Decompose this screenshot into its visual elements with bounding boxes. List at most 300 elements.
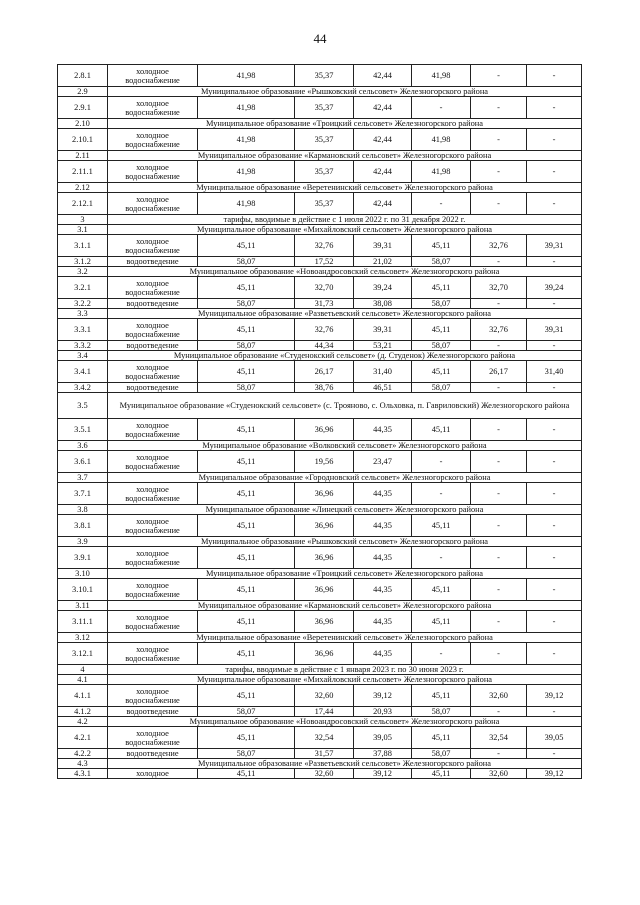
tariff-value: 31,40 xyxy=(354,361,412,383)
service-name: холодное водоснабжение xyxy=(108,727,198,749)
tariff-value: 36,96 xyxy=(295,483,354,505)
tariff-value: 44,35 xyxy=(354,483,412,505)
tariff-value: 32,60 xyxy=(471,769,527,779)
tariff-value: 32,54 xyxy=(471,727,527,749)
tariff-value: - xyxy=(527,547,582,569)
service-name: холодное водоснабжение xyxy=(108,235,198,257)
tariff-value: 38,76 xyxy=(295,383,354,393)
tariff-value: 36,96 xyxy=(295,611,354,633)
tariff-value: 45,11 xyxy=(198,451,295,473)
tariff-value: 45,11 xyxy=(412,685,471,707)
tariff-value: - xyxy=(527,483,582,505)
tariff-table xyxy=(57,64,582,779)
row-code: 3.2.1 xyxy=(58,277,108,299)
tariff-value: 23,47 xyxy=(354,451,412,473)
tariff-value: - xyxy=(527,611,582,633)
tariff-value: - xyxy=(471,65,527,87)
tariff-value: 45,11 xyxy=(198,483,295,505)
tariff-value: - xyxy=(527,193,582,215)
section-header-row xyxy=(58,505,582,515)
row-code: 4.1.1 xyxy=(58,685,108,707)
row-code: 3.10 xyxy=(58,569,108,579)
tariff-value: 39,24 xyxy=(354,277,412,299)
section-title: тарифы, вводимые в действие с 1 июля 2022 г. по 31 декабря 2022 г. xyxy=(108,215,582,225)
tariff-value: 45,11 xyxy=(412,579,471,601)
tariff-row xyxy=(58,97,582,119)
service-name: водоотведение xyxy=(108,299,198,309)
tariff-value: 42,44 xyxy=(354,161,412,183)
tariff-row xyxy=(58,483,582,505)
tariff-value: 58,07 xyxy=(198,749,295,759)
tariff-value: 19,56 xyxy=(295,451,354,473)
section-title: Муниципальное образование «Студенокский сельсовет» (д. Студенок) Железногорского района xyxy=(108,351,582,361)
tariff-value: - xyxy=(527,707,582,717)
tariff-value: - xyxy=(527,749,582,759)
row-code: 3.4.1 xyxy=(58,361,108,383)
tariff-value: 45,11 xyxy=(198,277,295,299)
tariff-value: 35,37 xyxy=(295,97,354,119)
tariff-value: 36,96 xyxy=(295,579,354,601)
tariff-value: - xyxy=(471,129,527,151)
tariff-value: - xyxy=(527,65,582,87)
tariff-value: 58,07 xyxy=(198,299,295,309)
tariff-value: 32,76 xyxy=(471,319,527,341)
tariff-value: 45,11 xyxy=(198,547,295,569)
tariff-value: - xyxy=(527,257,582,267)
section-header-row xyxy=(58,151,582,161)
tariff-value: - xyxy=(527,299,582,309)
tariff-row xyxy=(58,193,582,215)
service-name: холодное водоснабжение xyxy=(108,193,198,215)
page-number: 44 xyxy=(313,31,327,46)
tariff-value: 39,05 xyxy=(354,727,412,749)
tariff-value: 45,11 xyxy=(412,319,471,341)
section-title: Муниципальное образование «Рышковский сельсовет» Железногорского района xyxy=(108,87,582,97)
section-title: Муниципальное образование «Линецкий сельсовет» Железногорского района xyxy=(108,505,582,515)
service-name: водоотведение xyxy=(108,257,198,267)
tariff-value: 31,73 xyxy=(295,299,354,309)
tariff-value: 32,70 xyxy=(471,277,527,299)
tariff-value: 36,96 xyxy=(295,515,354,537)
service-name: холодное водоснабжение xyxy=(108,579,198,601)
tariff-value: 35,37 xyxy=(295,161,354,183)
tariff-row xyxy=(58,129,582,151)
section-header-row xyxy=(58,569,582,579)
section-title: Муниципальное образование «Разветьевский сельсовет» Железногорского района xyxy=(108,759,582,769)
tariff-value: 58,07 xyxy=(198,257,295,267)
section-title: Муниципальное образование «Рышковский сельсовет» Железногорского района xyxy=(108,537,582,547)
service-name: холодное водоснабжение xyxy=(108,451,198,473)
service-name: водоотведение xyxy=(108,341,198,351)
tariff-row xyxy=(58,579,582,601)
row-code: 3.11.1 xyxy=(58,611,108,633)
service-name: холодное водоснабжение xyxy=(108,515,198,537)
service-name: холодное водоснабжение xyxy=(108,277,198,299)
row-code: 3.5.1 xyxy=(58,419,108,441)
service-name: водоотведение xyxy=(108,749,198,759)
tariff-table-body xyxy=(58,65,582,779)
tariff-row xyxy=(58,319,582,341)
section-header-row xyxy=(58,633,582,643)
tariff-row xyxy=(58,161,582,183)
tariff-value: 44,35 xyxy=(354,515,412,537)
tariff-value: 35,37 xyxy=(295,129,354,151)
tariff-value: 32,76 xyxy=(295,319,354,341)
service-name: холодное водоснабжение xyxy=(108,419,198,441)
row-code: 3.1 xyxy=(58,225,108,235)
tariff-value: - xyxy=(471,707,527,717)
section-header-row xyxy=(58,183,582,193)
service-name: холодное водоснабжение xyxy=(108,65,198,87)
tariff-value: 42,44 xyxy=(354,65,412,87)
tariff-value: - xyxy=(412,483,471,505)
row-code: 2.11.1 xyxy=(58,161,108,183)
section-title: Муниципальное образование «Новоандросовский сельсовет» Железногорского района xyxy=(108,717,582,727)
tariff-value: 41,98 xyxy=(198,97,295,119)
tariff-value: - xyxy=(527,97,582,119)
tariff-value: 32,76 xyxy=(471,235,527,257)
tariff-value: 45,11 xyxy=(198,769,295,779)
tariff-value: 39,12 xyxy=(527,685,582,707)
tariff-value: 20,93 xyxy=(354,707,412,717)
service-name: холодное xyxy=(108,769,198,779)
tariff-value: 26,17 xyxy=(295,361,354,383)
tariff-row xyxy=(58,361,582,383)
row-code: 2.9.1 xyxy=(58,97,108,119)
tariff-value: 39,31 xyxy=(354,235,412,257)
tariff-value: 39,31 xyxy=(527,235,582,257)
section-header-row xyxy=(58,87,582,97)
tariff-value: 44,35 xyxy=(354,611,412,633)
tariff-row xyxy=(58,749,582,759)
tariff-value: - xyxy=(412,193,471,215)
tariff-value: 44,35 xyxy=(354,579,412,601)
row-code: 3.4 xyxy=(58,351,108,361)
row-code: 3.6.1 xyxy=(58,451,108,473)
service-name: холодное водоснабжение xyxy=(108,361,198,383)
row-code: 3.11 xyxy=(58,601,108,611)
row-code: 4.2.2 xyxy=(58,749,108,759)
tariff-row xyxy=(58,727,582,749)
section-header-row xyxy=(58,351,582,361)
tariff-value: 32,60 xyxy=(471,685,527,707)
tariff-value: 26,17 xyxy=(471,361,527,383)
tariff-value: 17,44 xyxy=(295,707,354,717)
tariff-value: 45,11 xyxy=(412,611,471,633)
tariff-value: 39,12 xyxy=(527,769,582,779)
row-code: 3.10.1 xyxy=(58,579,108,601)
tariff-value: 58,07 xyxy=(198,341,295,351)
tariff-value: 32,70 xyxy=(295,277,354,299)
tariff-value: 39,31 xyxy=(527,319,582,341)
service-name: холодное водоснабжение xyxy=(108,97,198,119)
row-code: 3.2 xyxy=(58,267,108,277)
tariff-value: 45,11 xyxy=(412,727,471,749)
tariff-value: 42,44 xyxy=(354,129,412,151)
tariff-value: 41,98 xyxy=(198,193,295,215)
row-code: 3.3.1 xyxy=(58,319,108,341)
section-header-row xyxy=(58,601,582,611)
section-title: Муниципальное образование «Кармановский сельсовет» Железногорского района xyxy=(108,601,582,611)
tariff-value: - xyxy=(527,383,582,393)
section-header-row xyxy=(58,759,582,769)
tariff-value: 36,96 xyxy=(295,419,354,441)
tariff-value: 32,76 xyxy=(295,235,354,257)
section-header-row xyxy=(58,119,582,129)
row-code: 3.9 xyxy=(58,537,108,547)
tariff-value: 58,07 xyxy=(412,749,471,759)
tariff-value: 44,35 xyxy=(354,547,412,569)
row-code: 3.1.1 xyxy=(58,235,108,257)
tariff-value: 45,11 xyxy=(412,419,471,441)
service-name: холодное водоснабжение xyxy=(108,611,198,633)
section-title: Муниципальное образование «Веретенинский сельсовет» Железногорского района xyxy=(108,183,582,193)
tariff-row xyxy=(58,235,582,257)
section-title: Муниципальное образование «Разветьевский сельсовет» Железногорского района xyxy=(108,309,582,319)
tariff-value: 45,11 xyxy=(198,643,295,665)
tariff-value: - xyxy=(527,515,582,537)
tariff-value: - xyxy=(412,547,471,569)
row-code: 3.6 xyxy=(58,441,108,451)
tariff-value: 58,07 xyxy=(412,383,471,393)
row-code: 3 xyxy=(58,215,108,225)
row-code: 3.8.1 xyxy=(58,515,108,537)
tariff-row xyxy=(58,451,582,473)
service-name: холодное водоснабжение xyxy=(108,161,198,183)
tariff-value: 44,35 xyxy=(354,419,412,441)
tariff-row xyxy=(58,643,582,665)
tariff-value: 45,11 xyxy=(412,769,471,779)
tariff-value: - xyxy=(471,419,527,441)
tariff-value: 41,98 xyxy=(198,129,295,151)
tariff-row xyxy=(58,257,582,267)
tariff-value: 39,24 xyxy=(527,277,582,299)
tariff-value: - xyxy=(527,451,582,473)
tariff-row xyxy=(58,341,582,351)
tariff-row xyxy=(58,383,582,393)
tariff-value: - xyxy=(527,341,582,351)
tariff-value: - xyxy=(471,515,527,537)
tariff-value: - xyxy=(471,161,527,183)
tariff-value: 36,96 xyxy=(295,547,354,569)
row-code: 2.12.1 xyxy=(58,193,108,215)
service-name: водоотведение xyxy=(108,383,198,393)
tariff-value: 45,11 xyxy=(198,319,295,341)
tariff-value: 42,44 xyxy=(354,97,412,119)
row-code: 2.10 xyxy=(58,119,108,129)
section-header-row xyxy=(58,393,582,419)
tariff-value: 37,88 xyxy=(354,749,412,759)
tariff-value: 45,11 xyxy=(412,361,471,383)
row-code: 3.3.2 xyxy=(58,341,108,351)
service-name: холодное водоснабжение xyxy=(108,547,198,569)
row-code: 3.7 xyxy=(58,473,108,483)
tariff-value: - xyxy=(471,611,527,633)
row-code: 3.12 xyxy=(58,633,108,643)
service-name: холодное водоснабжение xyxy=(108,685,198,707)
tariff-value: 39,05 xyxy=(527,727,582,749)
tariff-value: - xyxy=(412,643,471,665)
section-title: Муниципальное образование «Студенокский сельсовет» (с. Трояново, с. Ольховка, п. Гавриловский) Железногорского района xyxy=(108,393,582,419)
section-title: Муниципальное образование «Михайловский сельсовет» Железногорского района xyxy=(108,225,582,235)
section-header-row xyxy=(58,215,582,225)
tariff-value: 45,11 xyxy=(412,515,471,537)
row-code: 2.11 xyxy=(58,151,108,161)
tariff-value: 45,11 xyxy=(198,235,295,257)
tariff-value: 44,34 xyxy=(295,341,354,351)
tariff-value: - xyxy=(471,547,527,569)
tariff-value: 35,37 xyxy=(295,65,354,87)
tariff-value: - xyxy=(471,257,527,267)
tariff-value: 17,52 xyxy=(295,257,354,267)
tariff-row xyxy=(58,611,582,633)
section-header-row xyxy=(58,267,582,277)
row-code: 3.1.2 xyxy=(58,257,108,267)
tariff-value: 31,57 xyxy=(295,749,354,759)
tariff-value: 39,12 xyxy=(354,685,412,707)
tariff-value: - xyxy=(471,341,527,351)
service-name: холодное водоснабжение xyxy=(108,319,198,341)
row-code: 4 xyxy=(58,665,108,675)
tariff-value: 41,98 xyxy=(198,65,295,87)
service-name: холодное водоснабжение xyxy=(108,483,198,505)
tariff-row xyxy=(58,769,582,779)
tariff-value: - xyxy=(471,749,527,759)
tariff-value: - xyxy=(471,193,527,215)
row-code: 3.8 xyxy=(58,505,108,515)
tariff-value: 32,54 xyxy=(295,727,354,749)
tariff-value: 39,31 xyxy=(354,319,412,341)
row-code: 4.3.1 xyxy=(58,769,108,779)
section-title: Муниципальное образование «Кармановский сельсовет» Железногорского района xyxy=(108,151,582,161)
tariff-value: 58,07 xyxy=(412,341,471,351)
tariff-value: 45,11 xyxy=(412,277,471,299)
tariff-value: 32,60 xyxy=(295,685,354,707)
section-title: Муниципальное образование «Новоандросовский сельсовет» Железногорского района xyxy=(108,267,582,277)
row-code: 4.3 xyxy=(58,759,108,769)
row-code: 2.12 xyxy=(58,183,108,193)
section-header-row xyxy=(58,665,582,675)
row-code: 3.2.2 xyxy=(58,299,108,309)
tariff-row xyxy=(58,299,582,309)
tariff-value: 41,98 xyxy=(412,161,471,183)
tariff-value: - xyxy=(471,383,527,393)
row-code: 4.1 xyxy=(58,675,108,685)
row-code: 4.2 xyxy=(58,717,108,727)
tariff-value: 45,11 xyxy=(198,419,295,441)
tariff-value: - xyxy=(527,419,582,441)
tariff-value: - xyxy=(471,579,527,601)
tariff-value: - xyxy=(471,483,527,505)
tariff-value: 45,11 xyxy=(198,515,295,537)
tariff-value: - xyxy=(412,97,471,119)
section-header-row xyxy=(58,675,582,685)
section-header-row xyxy=(58,225,582,235)
row-code: 3.3 xyxy=(58,309,108,319)
tariff-value: 35,37 xyxy=(295,193,354,215)
section-title: Муниципальное образование «Михайловский сельсовет» Железногорского района xyxy=(108,675,582,685)
tariff-value: 58,07 xyxy=(412,707,471,717)
tariff-row xyxy=(58,685,582,707)
section-title: Муниципальное образование «Троицкий сельсовет» Железногорского района xyxy=(108,569,582,579)
service-name: холодное водоснабжение xyxy=(108,643,198,665)
tariff-value: 46,51 xyxy=(354,383,412,393)
row-code: 3.7.1 xyxy=(58,483,108,505)
row-code: 3.4.2 xyxy=(58,383,108,393)
section-header-row xyxy=(58,309,582,319)
tariff-value: 38,08 xyxy=(354,299,412,309)
tariff-value: - xyxy=(412,451,471,473)
tariff-value: - xyxy=(471,451,527,473)
tariff-value: 41,98 xyxy=(412,129,471,151)
tariff-value: 53,21 xyxy=(354,341,412,351)
tariff-value: 41,98 xyxy=(198,161,295,183)
tariff-row xyxy=(58,707,582,717)
tariff-value: - xyxy=(471,299,527,309)
tariff-value: 21,02 xyxy=(354,257,412,267)
row-code: 3.9.1 xyxy=(58,547,108,569)
section-title: Муниципальное образование «Троицкий сельсовет» Железногорского района xyxy=(108,119,582,129)
service-name: холодное водоснабжение xyxy=(108,129,198,151)
section-header-row xyxy=(58,717,582,727)
row-code: 4.1.2 xyxy=(58,707,108,717)
tariff-row xyxy=(58,419,582,441)
tariff-value: 58,07 xyxy=(198,383,295,393)
tariff-value: - xyxy=(527,129,582,151)
service-name: водоотведение xyxy=(108,707,198,717)
tariff-value: - xyxy=(471,643,527,665)
row-code: 2.8.1 xyxy=(58,65,108,87)
row-code: 2.10.1 xyxy=(58,129,108,151)
tariff-value: 58,07 xyxy=(412,299,471,309)
tariff-value: - xyxy=(471,97,527,119)
tariff-value: 45,11 xyxy=(198,727,295,749)
tariff-value: 44,35 xyxy=(354,643,412,665)
tariff-row xyxy=(58,65,582,87)
tariff-row xyxy=(58,277,582,299)
row-code: 4.2.1 xyxy=(58,727,108,749)
section-title: Муниципальное образование «Веретенинский сельсовет» Железногорского района xyxy=(108,633,582,643)
tariff-value: 45,11 xyxy=(198,611,295,633)
tariff-value: - xyxy=(527,643,582,665)
tariff-value: 41,98 xyxy=(412,65,471,87)
tariff-value: 42,44 xyxy=(354,193,412,215)
tariff-value: 39,12 xyxy=(354,769,412,779)
tariff-value: 45,11 xyxy=(412,235,471,257)
section-header-row xyxy=(58,441,582,451)
tariff-row xyxy=(58,547,582,569)
tariff-value: 45,11 xyxy=(198,685,295,707)
section-title: тарифы, вводимые в действие с 1 января 2023 г. по 30 июня 2023 г. xyxy=(108,665,582,675)
section-header-row xyxy=(58,473,582,483)
tariff-row xyxy=(58,515,582,537)
row-code: 2.9 xyxy=(58,87,108,97)
section-title: Муниципальное образование «Волковский сельсовет» Железногорского района xyxy=(108,441,582,451)
tariff-value: 45,11 xyxy=(198,361,295,383)
tariff-value: 45,11 xyxy=(198,579,295,601)
tariff-value: - xyxy=(527,579,582,601)
row-code: 3.12.1 xyxy=(58,643,108,665)
tariff-value: 58,07 xyxy=(412,257,471,267)
tariff-value: 31,40 xyxy=(527,361,582,383)
tariff-value: 58,07 xyxy=(198,707,295,717)
tariff-value: 36,96 xyxy=(295,643,354,665)
section-header-row xyxy=(58,537,582,547)
tariff-value: - xyxy=(527,161,582,183)
section-title: Муниципальное образование «Городновский сельсовет» Железногорского района xyxy=(108,473,582,483)
tariff-value: 32,60 xyxy=(295,769,354,779)
row-code: 3.5 xyxy=(58,393,108,419)
